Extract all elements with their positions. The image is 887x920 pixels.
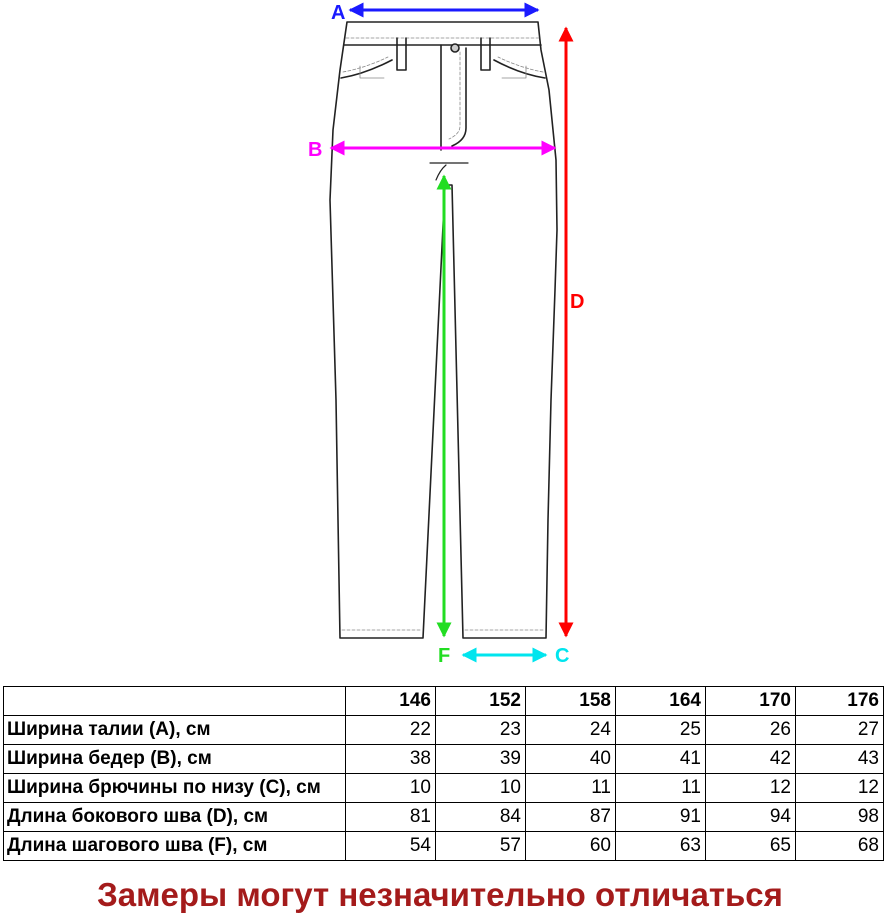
fly [441,45,466,150]
row-label: Длина шагового шва (F), см [4,832,346,861]
size-chart-table [3,686,884,861]
size-header: 158 [526,687,616,716]
cell-value: 11 [526,774,616,803]
cell-value: 54 [346,832,436,861]
cell-value: 57 [436,832,526,861]
cell-value: 12 [796,774,884,803]
cell-value: 81 [346,803,436,832]
cell-value: 94 [706,803,796,832]
disclaimer-note: Замеры могут незначительно отличаться [97,876,783,913]
row-label: Ширина талии (А), см [4,716,346,745]
cell-value: 39 [436,745,526,774]
cell-value: 43 [796,745,884,774]
cell-value: 98 [796,803,884,832]
cell-value: 25 [616,716,706,745]
pocket-right [494,60,545,78]
size-header: 176 [796,687,884,716]
size-header: 164 [616,687,706,716]
cell-value: 87 [526,803,616,832]
size-header: 146 [346,687,436,716]
table-row [4,716,884,745]
cell-value: 63 [616,832,706,861]
label-c: C [555,645,570,667]
table-row [4,745,884,774]
cell-value: 24 [526,716,616,745]
cell-value: 84 [436,803,526,832]
cell-value: 60 [526,832,616,861]
cell-value: 68 [796,832,884,861]
label-a: A [331,2,346,24]
label-b: B [308,139,323,161]
cell-value: 10 [436,774,526,803]
cell-value: 22 [346,716,436,745]
table-row [4,803,884,832]
table-row [4,774,884,803]
cell-value: 12 [706,774,796,803]
belt-loop-right [481,38,490,70]
size-header: 152 [436,687,526,716]
cell-value: 11 [616,774,706,803]
cell-value: 38 [346,745,436,774]
cell-value: 27 [796,716,884,745]
cell-value: 65 [706,832,796,861]
row-label: Ширина брючины по низу (С), см [4,774,346,803]
cell-value: 26 [706,716,796,745]
cell-value: 40 [526,745,616,774]
row-label: Ширина бедер (В), см [4,745,346,774]
header-corner-cell [4,687,346,716]
table-header-row [4,687,884,716]
row-label: Длина бокового шва (D), см [4,803,346,832]
label-f: F [438,645,451,667]
table-row [4,832,884,861]
label-d: D [570,291,585,313]
size-header: 170 [706,687,796,716]
button [451,44,459,52]
cell-value: 10 [346,774,436,803]
pocket-left [341,60,392,78]
cell-value: 91 [616,803,706,832]
belt-loop-left [397,38,406,70]
cell-value: 41 [616,745,706,774]
cell-value: 42 [706,745,796,774]
cell-value: 23 [436,716,526,745]
